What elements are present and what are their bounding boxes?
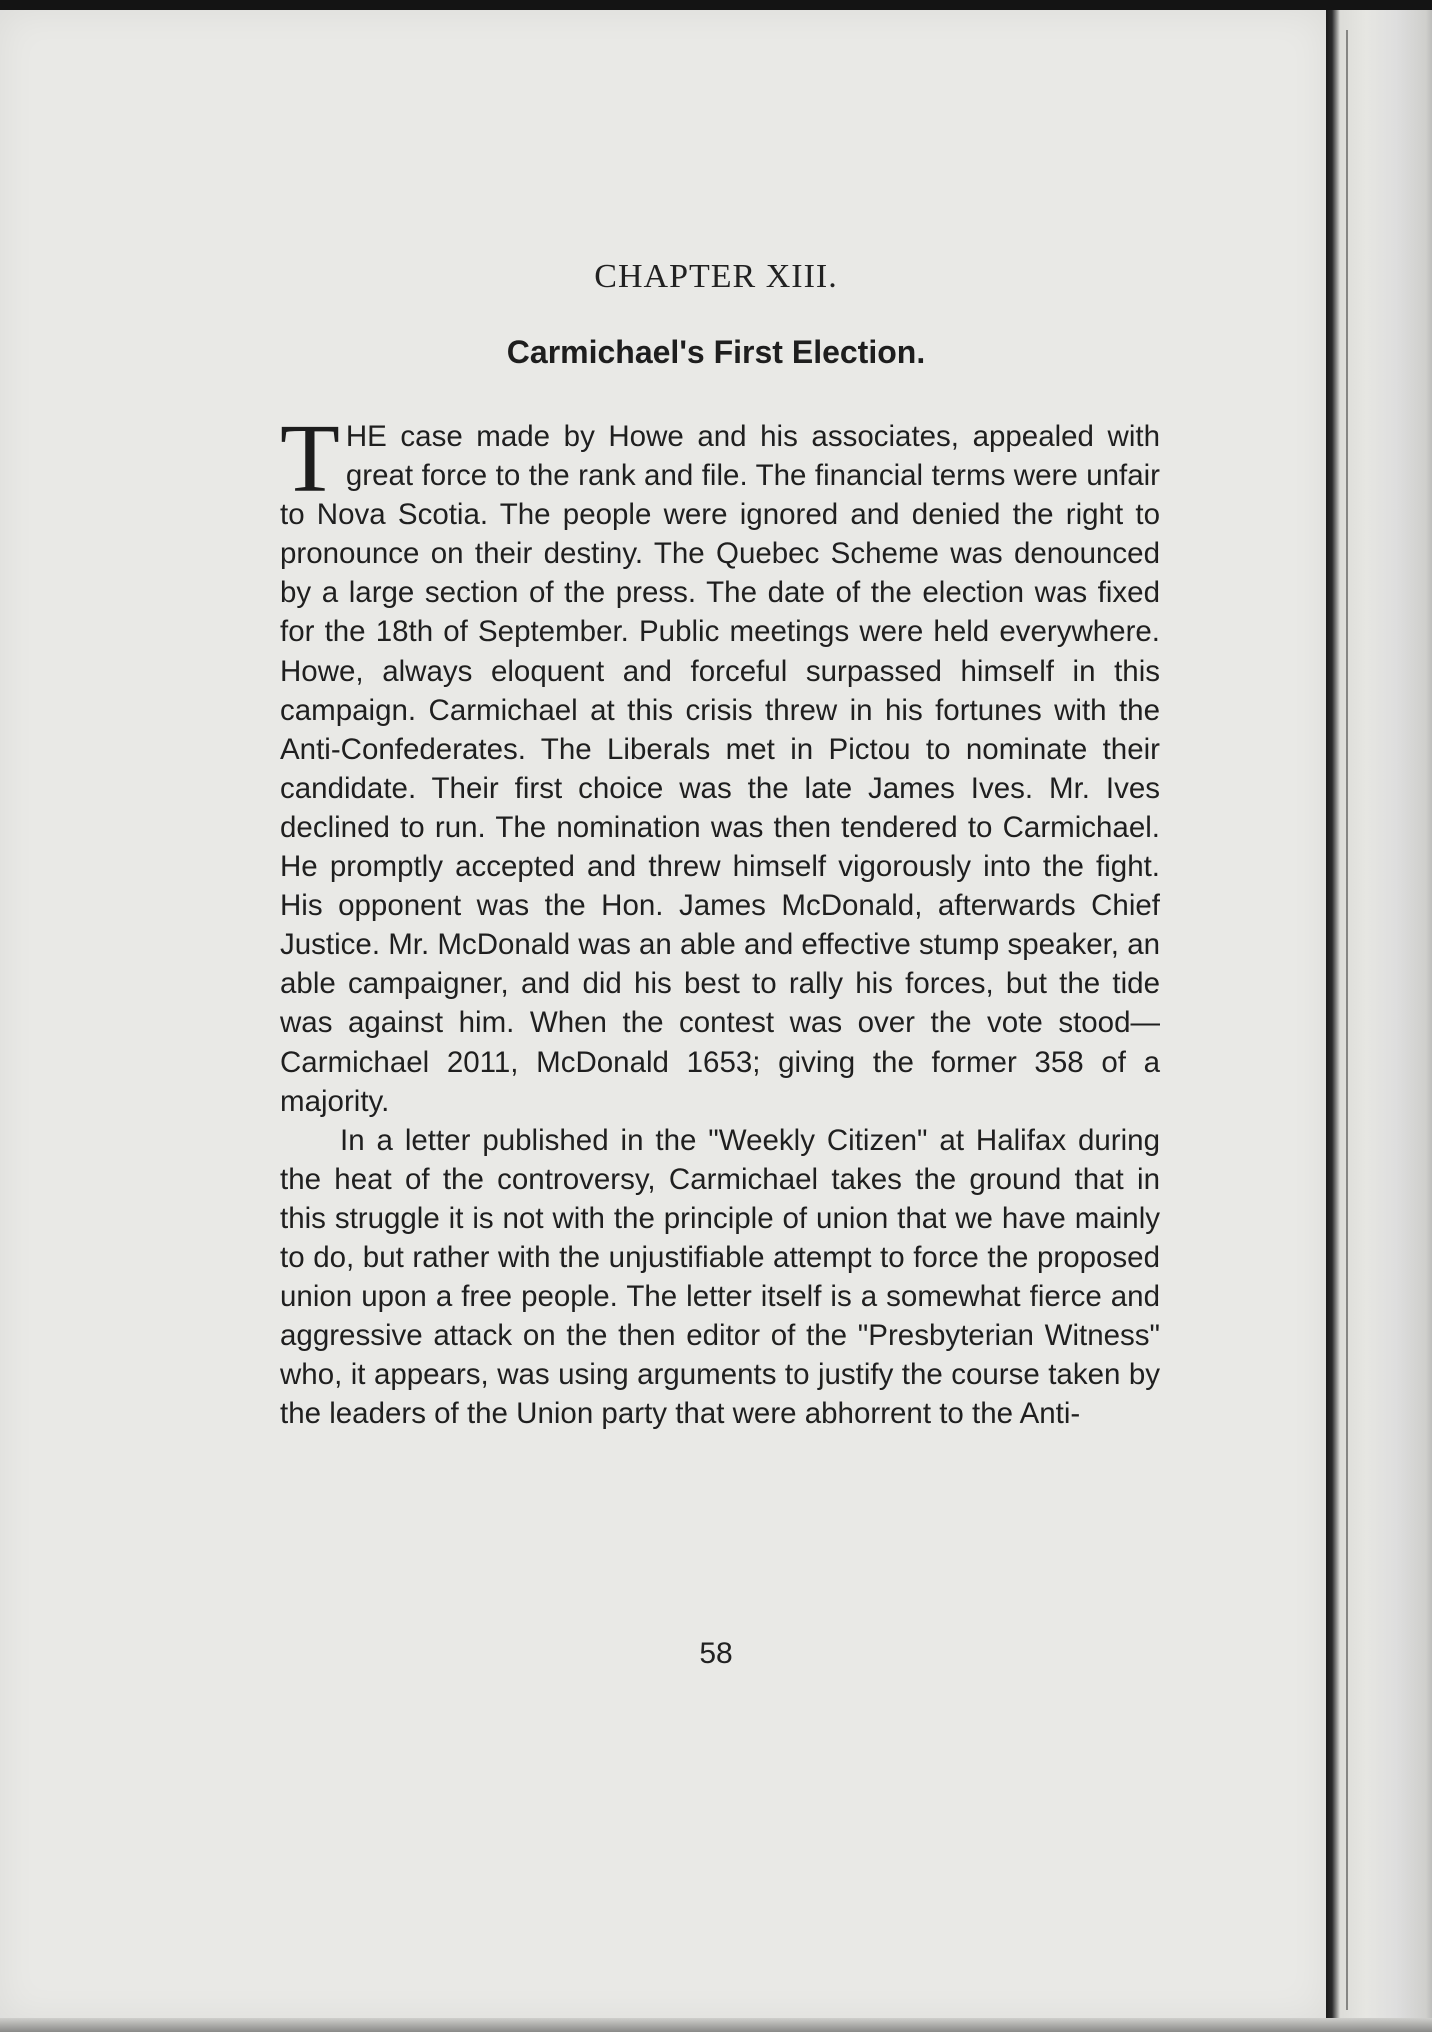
page-number: 58 — [699, 1637, 733, 1670]
binding-line — [1346, 30, 1348, 2010]
page-binding-edge — [1326, 10, 1432, 2032]
scan-bottom-border — [0, 2018, 1432, 2032]
paragraph-2: In a letter published in the "Weekly Citizen" at Halifax during the heat of the controversy, Carmichael takes the ground that in this struggle it is not with the principle of union that we have mainly to do, but rather with the unjustifiable attempt to force the proposed union upon a free people. The letter itself is a somewhat fierce and aggressive attack on the then editor of the "Presbyterian Witness" who, it appears, was using arguments to justify the course taken by the leaders of the Union party that were abhorrent to the Anti- — [280, 1123, 1160, 1431]
drop-cap: T — [280, 405, 340, 513]
body-text — [280, 405, 1161, 1433]
paragraph-1-text: HE case made by Howe and his associates, appealed with great force to the rank and file. The financial terms were unfair to Nova Scotia. The people were ignored and denied the right to pronounce on their destiny. The Quebec Scheme was denounced by a large section of the press. The date of the election was fixed for the 18th of September. Public meetings were held everywhere. Howe, always eloquent and forceful surpassed himself in this campaign. Carmichael at this crisis threw in his fortunes with the Anti-Confederates. The Liberals met in Pictou to nominate their candidate. Their first choice was the late James Ives. Mr. Ives declined to run. The nomination was then tendered to Carmichael. He promptly accepted and threw himself vigorously into the fight. His opponent was the Hon. James McDonald, afterwards Chief Justice. Mr. McDonald was an able and effective stump speaker, an able campaigner, and did his best to rally his forces, but the tide was against him. When the contest was over the vote stood—Carmichael 2011, McDonald 1653; giving the former 358 of a majority. — [280, 420, 1161, 1118]
paragraph-1 — [280, 405, 1161, 1121]
chapter-heading: CHAPTER XIII. — [594, 258, 838, 295]
chapter-title: Carmichael's First Election. — [506, 334, 926, 370]
